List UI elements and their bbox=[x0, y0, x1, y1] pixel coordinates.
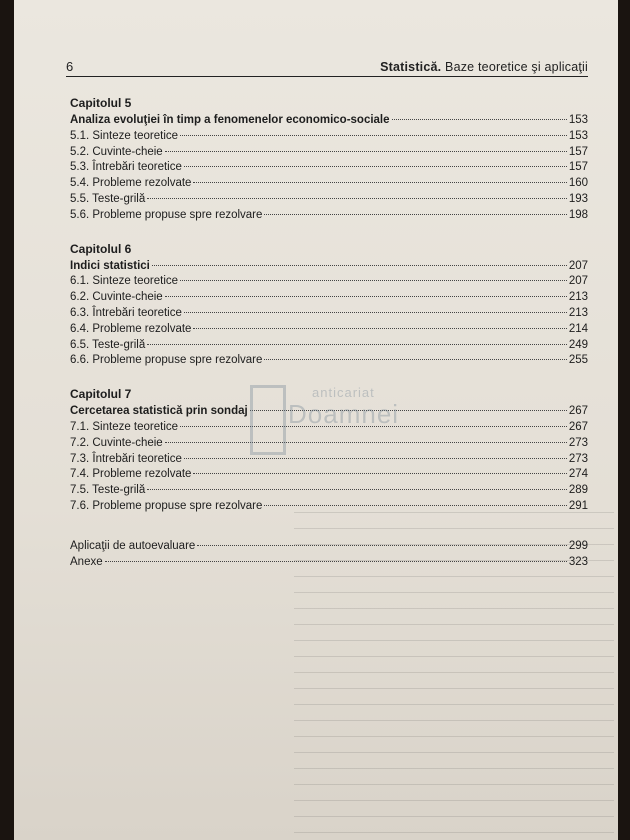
entry-page: 153 bbox=[568, 114, 588, 126]
dot-leader bbox=[152, 265, 567, 266]
dot-leader bbox=[147, 198, 567, 199]
entry-title: Analiza evoluţiei în timp a fenomenelor economico-sociale bbox=[70, 114, 390, 126]
toc-chapter bbox=[70, 242, 588, 370]
toc-entry bbox=[70, 322, 588, 338]
dot-leader bbox=[264, 214, 566, 215]
entry-page: 160 bbox=[568, 177, 588, 190]
chapter-title-entry bbox=[70, 113, 588, 129]
dot-leader bbox=[264, 505, 566, 506]
watermark-line-2: Doamnei bbox=[288, 399, 400, 429]
entry-page: 207 bbox=[568, 259, 588, 272]
entry-title: 5.2. Cuvinte-cheie bbox=[70, 145, 163, 158]
entry-title: 7.2. Cuvinte-cheie bbox=[70, 436, 163, 449]
dot-leader bbox=[180, 135, 567, 136]
entry-page: 273 bbox=[568, 452, 588, 465]
dot-leader bbox=[105, 561, 567, 562]
entry-page: 273 bbox=[568, 436, 588, 449]
dot-leader bbox=[147, 344, 567, 345]
toc-entry bbox=[70, 145, 588, 161]
entry-title: Indici statistici bbox=[70, 259, 150, 272]
toc-entry bbox=[70, 338, 588, 354]
watermark-line-1: anticariat bbox=[312, 385, 375, 400]
entry-page: 213 bbox=[568, 291, 588, 304]
entry-title: 5.5. Teste-grilă bbox=[70, 192, 146, 205]
toc-entry bbox=[70, 129, 588, 145]
entry-page: 153 bbox=[568, 129, 588, 142]
entry-page: 157 bbox=[568, 161, 588, 174]
entry-title: Cercetarea statistică prin sondaj bbox=[70, 405, 248, 418]
entry-title: 7.6. Probleme propuse spre rezolvare bbox=[70, 499, 263, 512]
dot-leader bbox=[165, 296, 567, 297]
entry-page: 267 bbox=[568, 405, 588, 418]
entry-title: 6.5. Teste-grilă bbox=[70, 338, 146, 351]
dot-leader bbox=[147, 489, 567, 490]
entry-title: 7.3. Întrebări teoretice bbox=[70, 452, 182, 465]
entry-title: 5.1. Sinteze teoretice bbox=[70, 129, 179, 142]
entry-page: 207 bbox=[568, 275, 588, 288]
appendix-entry bbox=[70, 555, 588, 571]
entry-title: 7.4. Probleme rezolvate bbox=[70, 468, 192, 481]
entry-title: 6.2. Cuvinte-cheie bbox=[70, 291, 163, 304]
chapter-label: Capitolul 5 bbox=[70, 96, 132, 110]
dot-leader bbox=[193, 473, 566, 474]
watermark-logo-icon bbox=[250, 385, 286, 455]
dot-leader bbox=[184, 312, 567, 313]
toc-entry bbox=[70, 353, 588, 369]
toc-entry bbox=[70, 192, 588, 208]
dot-leader bbox=[197, 545, 567, 546]
toc-entry bbox=[70, 176, 588, 192]
dot-leader bbox=[264, 359, 566, 360]
entry-page: 255 bbox=[568, 354, 588, 367]
running-title-sub: Baze teoretice şi aplicaţii bbox=[445, 60, 588, 74]
entry-page: 157 bbox=[568, 145, 588, 158]
entry-page: 249 bbox=[568, 338, 588, 351]
watermark-stamp bbox=[250, 385, 415, 455]
dot-leader bbox=[184, 458, 567, 459]
toc-entry bbox=[70, 208, 588, 224]
toc-entry bbox=[70, 306, 588, 322]
entry-title: 5.3. Întrebări teoretice bbox=[70, 161, 182, 174]
toc-entry bbox=[70, 467, 588, 483]
entry-page: 198 bbox=[568, 208, 588, 221]
entry-title: 7.5. Teste-grilă bbox=[70, 484, 146, 497]
toc-chapter bbox=[70, 96, 588, 224]
table-of-contents bbox=[70, 96, 588, 570]
toc-entry bbox=[70, 274, 588, 290]
running-title bbox=[380, 60, 588, 74]
entry-page: 274 bbox=[568, 468, 588, 481]
entry-title: 6.6. Probleme propuse spre rezolvare bbox=[70, 354, 263, 367]
chapter-label: Capitolul 7 bbox=[70, 387, 132, 402]
book-page bbox=[14, 0, 618, 840]
entry-page: 289 bbox=[568, 484, 588, 497]
chapter-label: Capitolul 6 bbox=[70, 241, 132, 256]
appendix-entry bbox=[70, 539, 588, 555]
entry-page: 299 bbox=[568, 539, 588, 552]
entry-page: 193 bbox=[568, 192, 588, 205]
running-title-main: Statistică. bbox=[380, 60, 442, 74]
dot-leader bbox=[180, 280, 567, 281]
entry-title: 6.3. Întrebări teoretice bbox=[70, 306, 182, 319]
entry-page: 213 bbox=[568, 306, 588, 319]
dot-leader bbox=[392, 119, 567, 120]
toc-entry bbox=[70, 290, 588, 306]
page-number: 6 bbox=[66, 59, 74, 74]
entry-page: 214 bbox=[568, 322, 588, 335]
toc-entry bbox=[70, 160, 588, 176]
entry-page: 323 bbox=[568, 555, 588, 568]
entry-page: 267 bbox=[568, 420, 588, 433]
running-header bbox=[66, 50, 588, 77]
dot-leader bbox=[193, 328, 566, 329]
entry-title: Anexe bbox=[70, 555, 103, 568]
entry-page: 291 bbox=[568, 499, 588, 512]
chapter-title-entry bbox=[70, 259, 588, 275]
entry-title: 6.4. Probleme rezolvate bbox=[70, 322, 192, 335]
dot-leader bbox=[165, 151, 567, 152]
dot-leader bbox=[193, 182, 566, 183]
entry-title: 5.4. Probleme rezolvate bbox=[70, 177, 192, 190]
toc-entry bbox=[70, 499, 588, 515]
entry-title: 7.1. Sinteze teoretice bbox=[70, 420, 179, 433]
entry-title: 5.6. Probleme propuse spre rezolvare bbox=[70, 208, 263, 221]
dot-leader bbox=[184, 166, 567, 167]
entry-title: Aplicaţii de autoevaluare bbox=[70, 539, 196, 552]
entry-title: 6.1. Sinteze teoretice bbox=[70, 275, 179, 288]
toc-entry bbox=[70, 483, 588, 499]
